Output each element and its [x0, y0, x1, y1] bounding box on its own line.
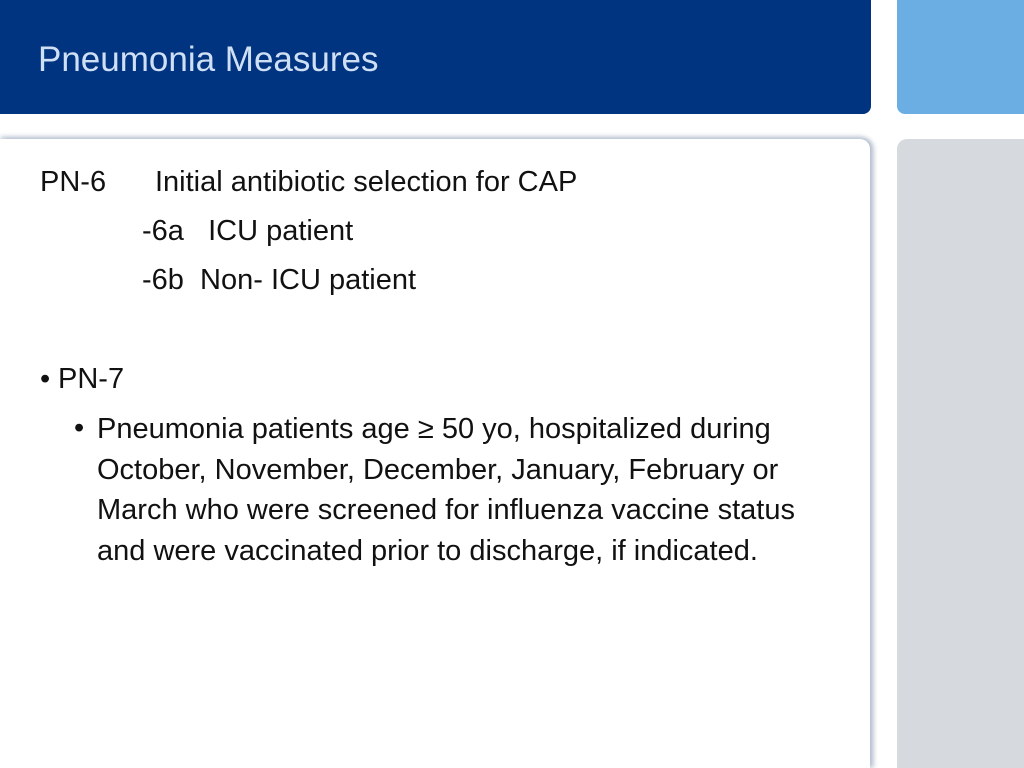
accent-block-top — [897, 0, 1024, 114]
title-bar — [0, 0, 871, 114]
pn6-code: PN-6 — [40, 166, 107, 198]
slide-title: Pneumonia Measures — [38, 40, 379, 79]
bullet-icon: • — [40, 363, 51, 395]
sub-bullet-icon: • — [74, 412, 85, 444]
pn7-detail: Pneumonia patients age ≥ 50 yo, hospitalized during October, November, December, January, February or March who were screened for influenza vaccine status and were vaccinated prior to discharge, if indicated. — [97, 413, 795, 567]
pn6b-line: -6b Non- ICU patient — [142, 264, 417, 296]
accent-block-side — [897, 139, 1024, 768]
pn6a-line: -6a ICU patient — [142, 215, 354, 247]
pn7-label: PN-7 — [58, 363, 125, 395]
pn6-description: Initial antibiotic selection for CAP — [155, 166, 578, 198]
